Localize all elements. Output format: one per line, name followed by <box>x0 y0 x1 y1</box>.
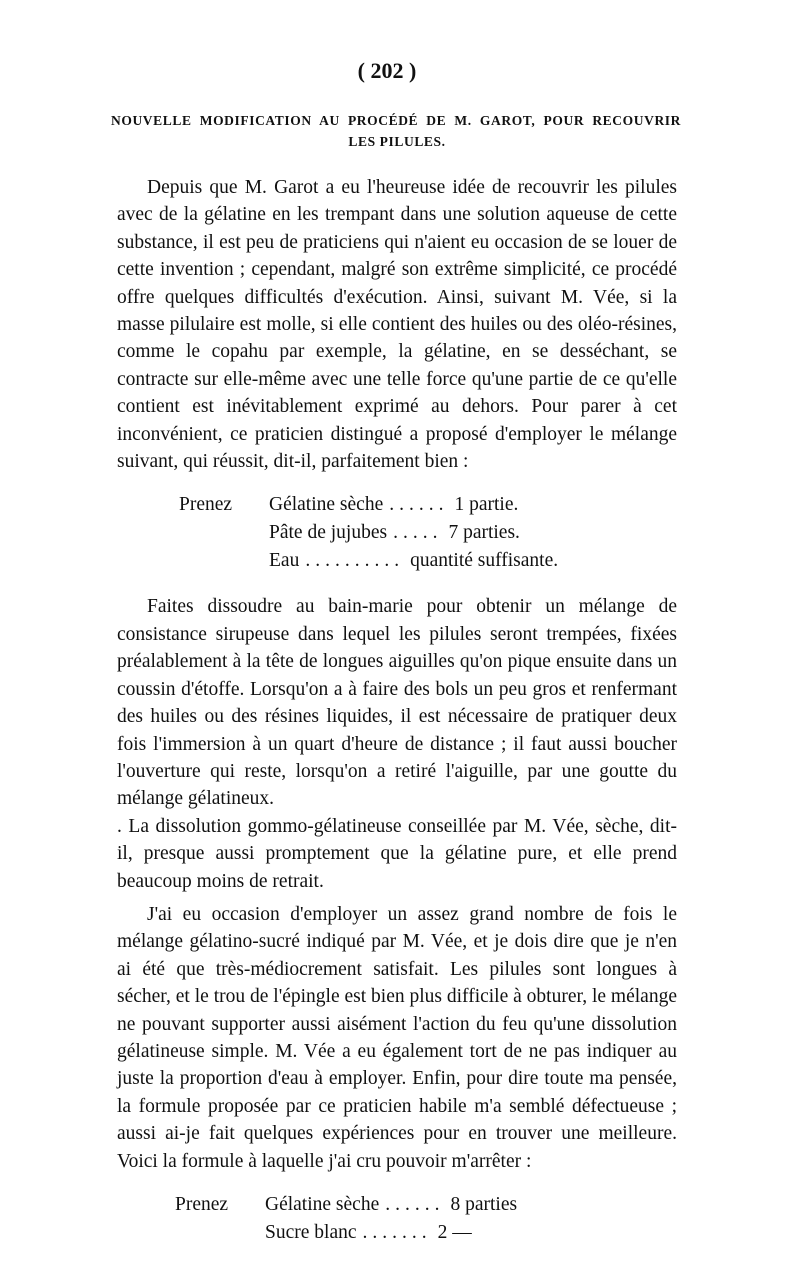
recipe-1-row <box>117 519 677 547</box>
recipe-dots: ....... <box>362 1222 432 1243</box>
recipe-item: Eau <box>269 550 300 572</box>
recipe-1-row <box>117 547 677 575</box>
recipe-2 <box>117 1191 677 1247</box>
recipe-2-row <box>117 1219 677 1247</box>
paragraph-1: Depuis que M. Garot a eu l'heureuse idée de recouvrir les pilules avec de la gélatine en les trempant dans une solution aqueuse de cette substance, il est peu de praticiens qui n'aient eu occasion de se louer de cette invention ; cependant, malgré son extrême simplicité, ce procédé offre quelques difficultés d'exécution. Ainsi, suivant M. Vée, si la masse pilulaire est molle, si elle contient des huiles ou des oléo-résines, comme le copahu par exemple, la gélatine, en se desséchant, se contracte sur elle-même avec une telle force qu'une partie de ce qu'elle contient est inévitablement exprimé au dehors. Pour parer à cet inconvénient, ce praticien distingué a proposé d'employer le mélange suivant, qui réussit, dit-il, parfaitement bien : <box>117 177 677 473</box>
page-number: ( 202 ) <box>357 58 417 83</box>
recipe-1 <box>117 491 677 575</box>
recipe-dots: ...... <box>389 494 449 516</box>
paragraph-2: Faites dissoudre au bain-marie pour obtenir un mélange de consistance sirupeuse dans lequel les pilules seront trempées, fixées préalablement à la tête de longues aiguilles qu'on pique ensuite dans un coussin d'étoffe. Lorsqu'on a à faire des bols un peu gros et renfermant des huiles ou des résines liquides, il est nécessaire de pratiquer deux fois l'immersion à un quart d'heure de distance ; il faut aussi boucher l'ouverture qui reste, lorsqu'on a retiré l'aiguille, par une goutte du mélange gélatineux. <box>117 596 677 810</box>
recipe-quantity: quantité suffisante. <box>410 550 559 572</box>
recipe-item: Gélatine sèche <box>269 494 384 516</box>
section-heading: NOUVELLE MODIFICATION AU PROCÉDÉ DE M. GAROT, POUR RECOUVRIR <box>111 113 681 128</box>
recipe-quantity: 2 — <box>437 1222 472 1243</box>
recipe-item: Pâte de jujubes <box>269 522 388 544</box>
section-heading-continued: LES PILULES. <box>348 134 446 149</box>
paragraph-3: . La dissolution gommo-gélatineuse conseillée par M. Vée, sèche, dit-il, presque aussi promptement que la gélatine pure, et elle prend beaucoup moins de retrait. <box>117 815 677 892</box>
recipe-dots: ...... <box>385 1194 445 1215</box>
recipe-1-row <box>117 491 677 519</box>
recipe-item: Sucre blanc <box>265 1222 357 1243</box>
paragraph-4: J'ai eu occasion d'employer un assez grand nombre de fois le mélange gélatino-sucré indiqué par M. Vée, et je dois dire que je n'en ai été que très-médiocrement satisfait. Les pilules sont longues à sécher, et le trou de l'épingle est bien plus difficile à obturer, le mélange ne pouvant supporter aussi aisément l'action du feu qu'une dissolution gélatineuse simple. M. Vée a eu également tort de ne pas indiquer au juste la proportion d'eau à employer. Enfin, pour dire toute ma pensée, la formule proposée par ce praticien habile m'a semblé défectueuse ; aussi ai-je fait quelques expériences pour en trouver une meilleure. Voici la formule à laquelle j'ai cru pouvoir m'arrêter : <box>117 903 677 1172</box>
recipe-quantity: 1 partie. <box>454 494 519 516</box>
recipe-1-lead: Prenez <box>179 494 233 516</box>
recipe-2-lead: Prenez <box>175 1194 229 1215</box>
recipe-dots: ..... <box>393 522 443 544</box>
recipe-quantity: 8 parties <box>450 1194 518 1215</box>
recipe-2-row <box>117 1191 677 1219</box>
book-page <box>111 58 681 1265</box>
recipe-item: Gélatine sèche <box>265 1194 380 1215</box>
recipe-quantity: 7 parties. <box>448 522 520 544</box>
recipe-dots: .......... <box>305 550 405 572</box>
